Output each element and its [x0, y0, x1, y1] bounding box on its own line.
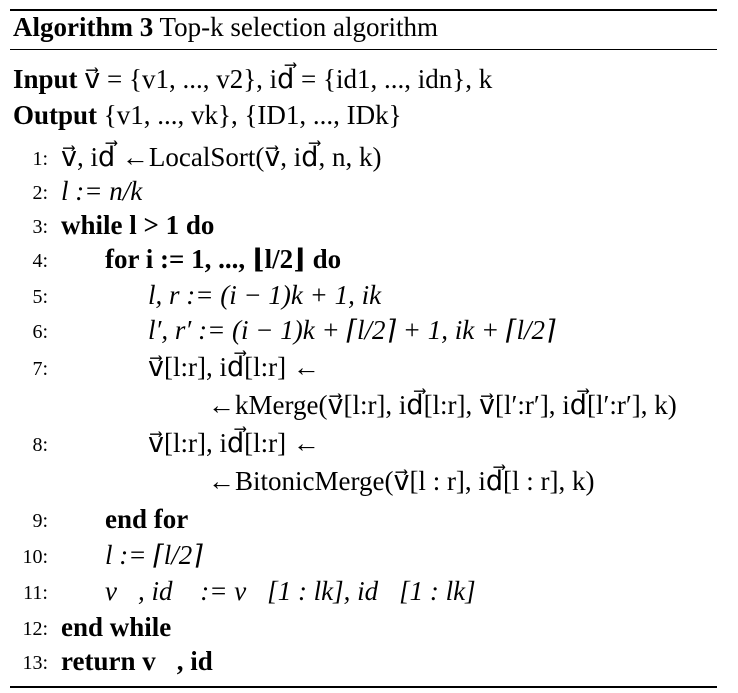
input-line — [13, 64, 492, 95]
output-line — [13, 100, 402, 131]
line-number: 9: — [32, 510, 48, 532]
algo-line-5 — [0, 280, 738, 314]
algorithm-title: Top-k selection algorithm — [159, 12, 439, 42]
line-code: l, r := (i − 1)k + 1, ik — [148, 280, 382, 310]
line-number: 2: — [32, 182, 48, 204]
line-code: v⃗, id⃗ := v⃗[1 : lk], id⃗[1 : lk] — [105, 576, 476, 606]
line-number: 7: — [32, 358, 48, 380]
algo-line-8-cont — [0, 466, 738, 500]
line-number: 5: — [32, 286, 48, 308]
line-code: end while — [61, 612, 172, 642]
input-expr: v⃗ = {v1, ..., v2}, id⃗ = {id1, ..., idn}, k — [84, 64, 493, 94]
algorithm-caption — [13, 12, 438, 43]
algo-line-12 — [0, 612, 738, 646]
line-code-continuation: ←BitonicMerge(v⃗[l : r], id⃗[l : r], k) — [208, 466, 595, 496]
line-number: 8: — [32, 434, 48, 456]
line-code: for i := 1, ..., ⌊l/2⌋ do — [105, 244, 342, 274]
algo-line-4 — [0, 244, 738, 278]
algo-line-8 — [0, 428, 738, 462]
line-number: 13: — [22, 652, 48, 674]
top-rule — [10, 9, 717, 11]
input-label: Input — [13, 64, 78, 94]
algo-line-11 — [0, 576, 738, 610]
line-number: 6: — [32, 321, 48, 343]
line-number: 10: — [22, 546, 48, 568]
line-number: 11: — [23, 582, 48, 604]
line-code-continuation: ←kMerge(v⃗[l:r], id⃗[l:r], v⃗[l′:r′], id⃗[l′:r′], k) — [208, 390, 677, 420]
line-code: v⃗, id⃗ ←LocalSort(v⃗, id⃗, n, k) — [61, 142, 382, 172]
line-code: l′, r′ := (i − 1)k + ⌈l/2⌉ + 1, ik + ⌈l/2⌉ — [148, 315, 556, 345]
algo-line-13 — [0, 646, 738, 680]
line-number: 3: — [32, 216, 48, 238]
caption-rule — [10, 49, 717, 50]
line-code: v⃗[l:r], id⃗[l:r] ← — [148, 352, 320, 382]
line-code: end for — [105, 504, 189, 534]
output-expr: {v1, ..., vk}, {ID1, ..., IDk} — [103, 100, 402, 130]
algo-line-10 — [0, 540, 738, 574]
line-number: 4: — [32, 250, 48, 272]
algo-line-1 — [0, 142, 738, 176]
algo-line-7-cont — [0, 390, 738, 424]
algo-line-2 — [0, 176, 738, 210]
algo-line-9 — [0, 504, 738, 538]
line-number: 1: — [32, 148, 48, 170]
line-code: return v⃗, id⃗ — [61, 646, 234, 676]
bottom-rule — [10, 686, 717, 688]
line-code: v⃗[l:r], id⃗[l:r] ← — [148, 428, 320, 458]
algo-line-7 — [0, 352, 738, 386]
line-code: l := ⌈l/2⌉ — [105, 540, 203, 570]
line-number: 12: — [22, 618, 48, 640]
algorithm-label: Algorithm 3 — [13, 12, 154, 42]
algo-line-6 — [0, 315, 738, 349]
line-code: while l > 1 do — [61, 210, 215, 240]
algo-line-3 — [0, 210, 738, 244]
line-code: l := n/k — [61, 176, 143, 206]
output-label: Output — [13, 100, 98, 130]
